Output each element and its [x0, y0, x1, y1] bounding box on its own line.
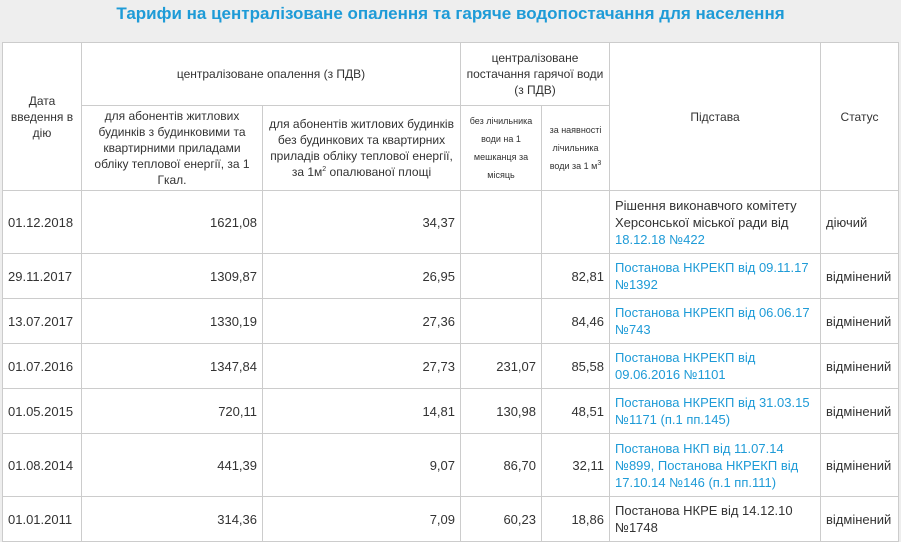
table-row [3, 389, 899, 434]
basis-document-link[interactable]: Постанова НКРЕКП від 31.03.15 №1171 (п.1 пп.145) [615, 395, 810, 427]
header-heating-without-meters: для абонентів житлових будинків без будинкових та квартирних приладів обліку теплової енергії, за $1м^2$ опалюваної площі [263, 106, 461, 191]
tariff-rows [3, 191, 899, 542]
basis-cell [610, 254, 821, 299]
basis-document-link[interactable]: Постанова НКРЕКП від 09.06.2016 №1101 [615, 350, 756, 382]
heating-gcal-cell: 314,36 [82, 497, 263, 542]
basis-document-link[interactable]: Постанова НКРЕКП від 06.06.17 №743 [615, 305, 810, 337]
status-cell: діючий [821, 191, 899, 254]
header-heating-group: централізоване опалення (з ПДВ) [82, 43, 461, 106]
basis-cell [610, 299, 821, 344]
water-no-meter-cell [461, 254, 542, 299]
date-cell: 13.07.2017 [3, 299, 82, 344]
basis-document-link[interactable]: Постанова НКП від 11.07.14 №899, Постанова НКРЕКП від 17.10.14 №146 (п.1 пп.111) [615, 440, 799, 490]
heating-m2-cell: 26,95 [263, 254, 461, 299]
header-water-no-meter: без лічильника води на 1 мешканця за місяць [461, 106, 542, 191]
basis-cell [610, 389, 821, 434]
water-m3-cell: 85,58 [542, 344, 610, 389]
heating-gcal-cell: 1347,84 [82, 344, 263, 389]
water-no-meter-cell: 231,07 [461, 344, 542, 389]
water-m3-cell: 82,81 [542, 254, 610, 299]
basis-text: Рішення виконавчого комітету Херсонської міської ради від [615, 197, 797, 230]
header-date: Дата введення в дію [3, 43, 82, 191]
header-basis: Підстава [610, 43, 821, 191]
water-no-meter-cell: 86,70 [461, 434, 542, 497]
heating-m2-cell: 9,07 [263, 434, 461, 497]
header-water-with-meter: за наявності лічильника води за 1 $м^3$ [542, 106, 610, 191]
page-title: Тарифи на централізоване опалення та гаряче водопостачання для населення [116, 4, 785, 23]
water-no-meter-cell [461, 299, 542, 344]
status-cell: відмінений [821, 299, 899, 344]
water-m3-cell: 48,51 [542, 389, 610, 434]
status-cell: відмінений [821, 344, 899, 389]
date-cell: 01.05.2015 [3, 389, 82, 434]
water-m3-cell: 32,11 [542, 434, 610, 497]
basis-cell [610, 191, 821, 254]
heating-gcal-cell: 1330,19 [82, 299, 263, 344]
water-m3-cell [542, 191, 610, 254]
date-cell: 01.08.2014 [3, 434, 82, 497]
heating-m2-cell: 34,37 [263, 191, 461, 254]
status-cell: відмінений [821, 389, 899, 434]
heating-gcal-cell: 441,39 [82, 434, 263, 497]
date-cell: 01.01.2011 [3, 497, 82, 542]
heating-m2-cell: 27,73 [263, 344, 461, 389]
water-m3-cell: 84,46 [542, 299, 610, 344]
table-row [3, 299, 899, 344]
status-cell: відмінений [821, 434, 899, 497]
table-row [3, 434, 899, 497]
header-status: Статус [821, 43, 899, 191]
heating-gcal-cell: 1309,87 [82, 254, 263, 299]
basis-cell [610, 344, 821, 389]
table-row [3, 497, 899, 542]
heating-gcal-cell: 1621,08 [82, 191, 263, 254]
date-cell: 01.12.2018 [3, 191, 82, 254]
table-row [3, 254, 899, 299]
heating-m2-cell: 14,81 [263, 389, 461, 434]
basis-cell [610, 497, 821, 542]
header-heating-with-meters: для абонентів житлових будинків з будинковими та квартирними приладами обліку теплової енергії, за 1 Гкал. [82, 106, 263, 191]
basis-text: Постанова НКРЕ від 14.12.10 №1748 [615, 503, 793, 535]
heating-m2-cell: 7,09 [263, 497, 461, 542]
date-cell: 01.07.2016 [3, 344, 82, 389]
basis-document-link[interactable]: Постанова НКРЕКП від 09.11.17 №1392 [615, 260, 809, 292]
water-no-meter-cell: 60,23 [461, 497, 542, 542]
heating-m2-cell: 27,36 [263, 299, 461, 344]
date-cell: 29.11.2017 [3, 254, 82, 299]
table-row [3, 344, 899, 389]
water-no-meter-cell: 130,98 [461, 389, 542, 434]
basis-document-link[interactable]: 18.12.18 №422 [615, 231, 705, 247]
header-water-group: централізоване постачання гарячої води (з ПДВ) [461, 43, 610, 106]
basis-cell [610, 434, 821, 497]
water-m3-cell: 18,86 [542, 497, 610, 542]
status-cell: відмінений [821, 497, 899, 542]
water-no-meter-cell [461, 191, 542, 254]
status-cell: відмінений [821, 254, 899, 299]
heating-gcal-cell: 720,11 [82, 389, 263, 434]
tariffs-table [2, 42, 899, 542]
table-row [3, 191, 899, 254]
